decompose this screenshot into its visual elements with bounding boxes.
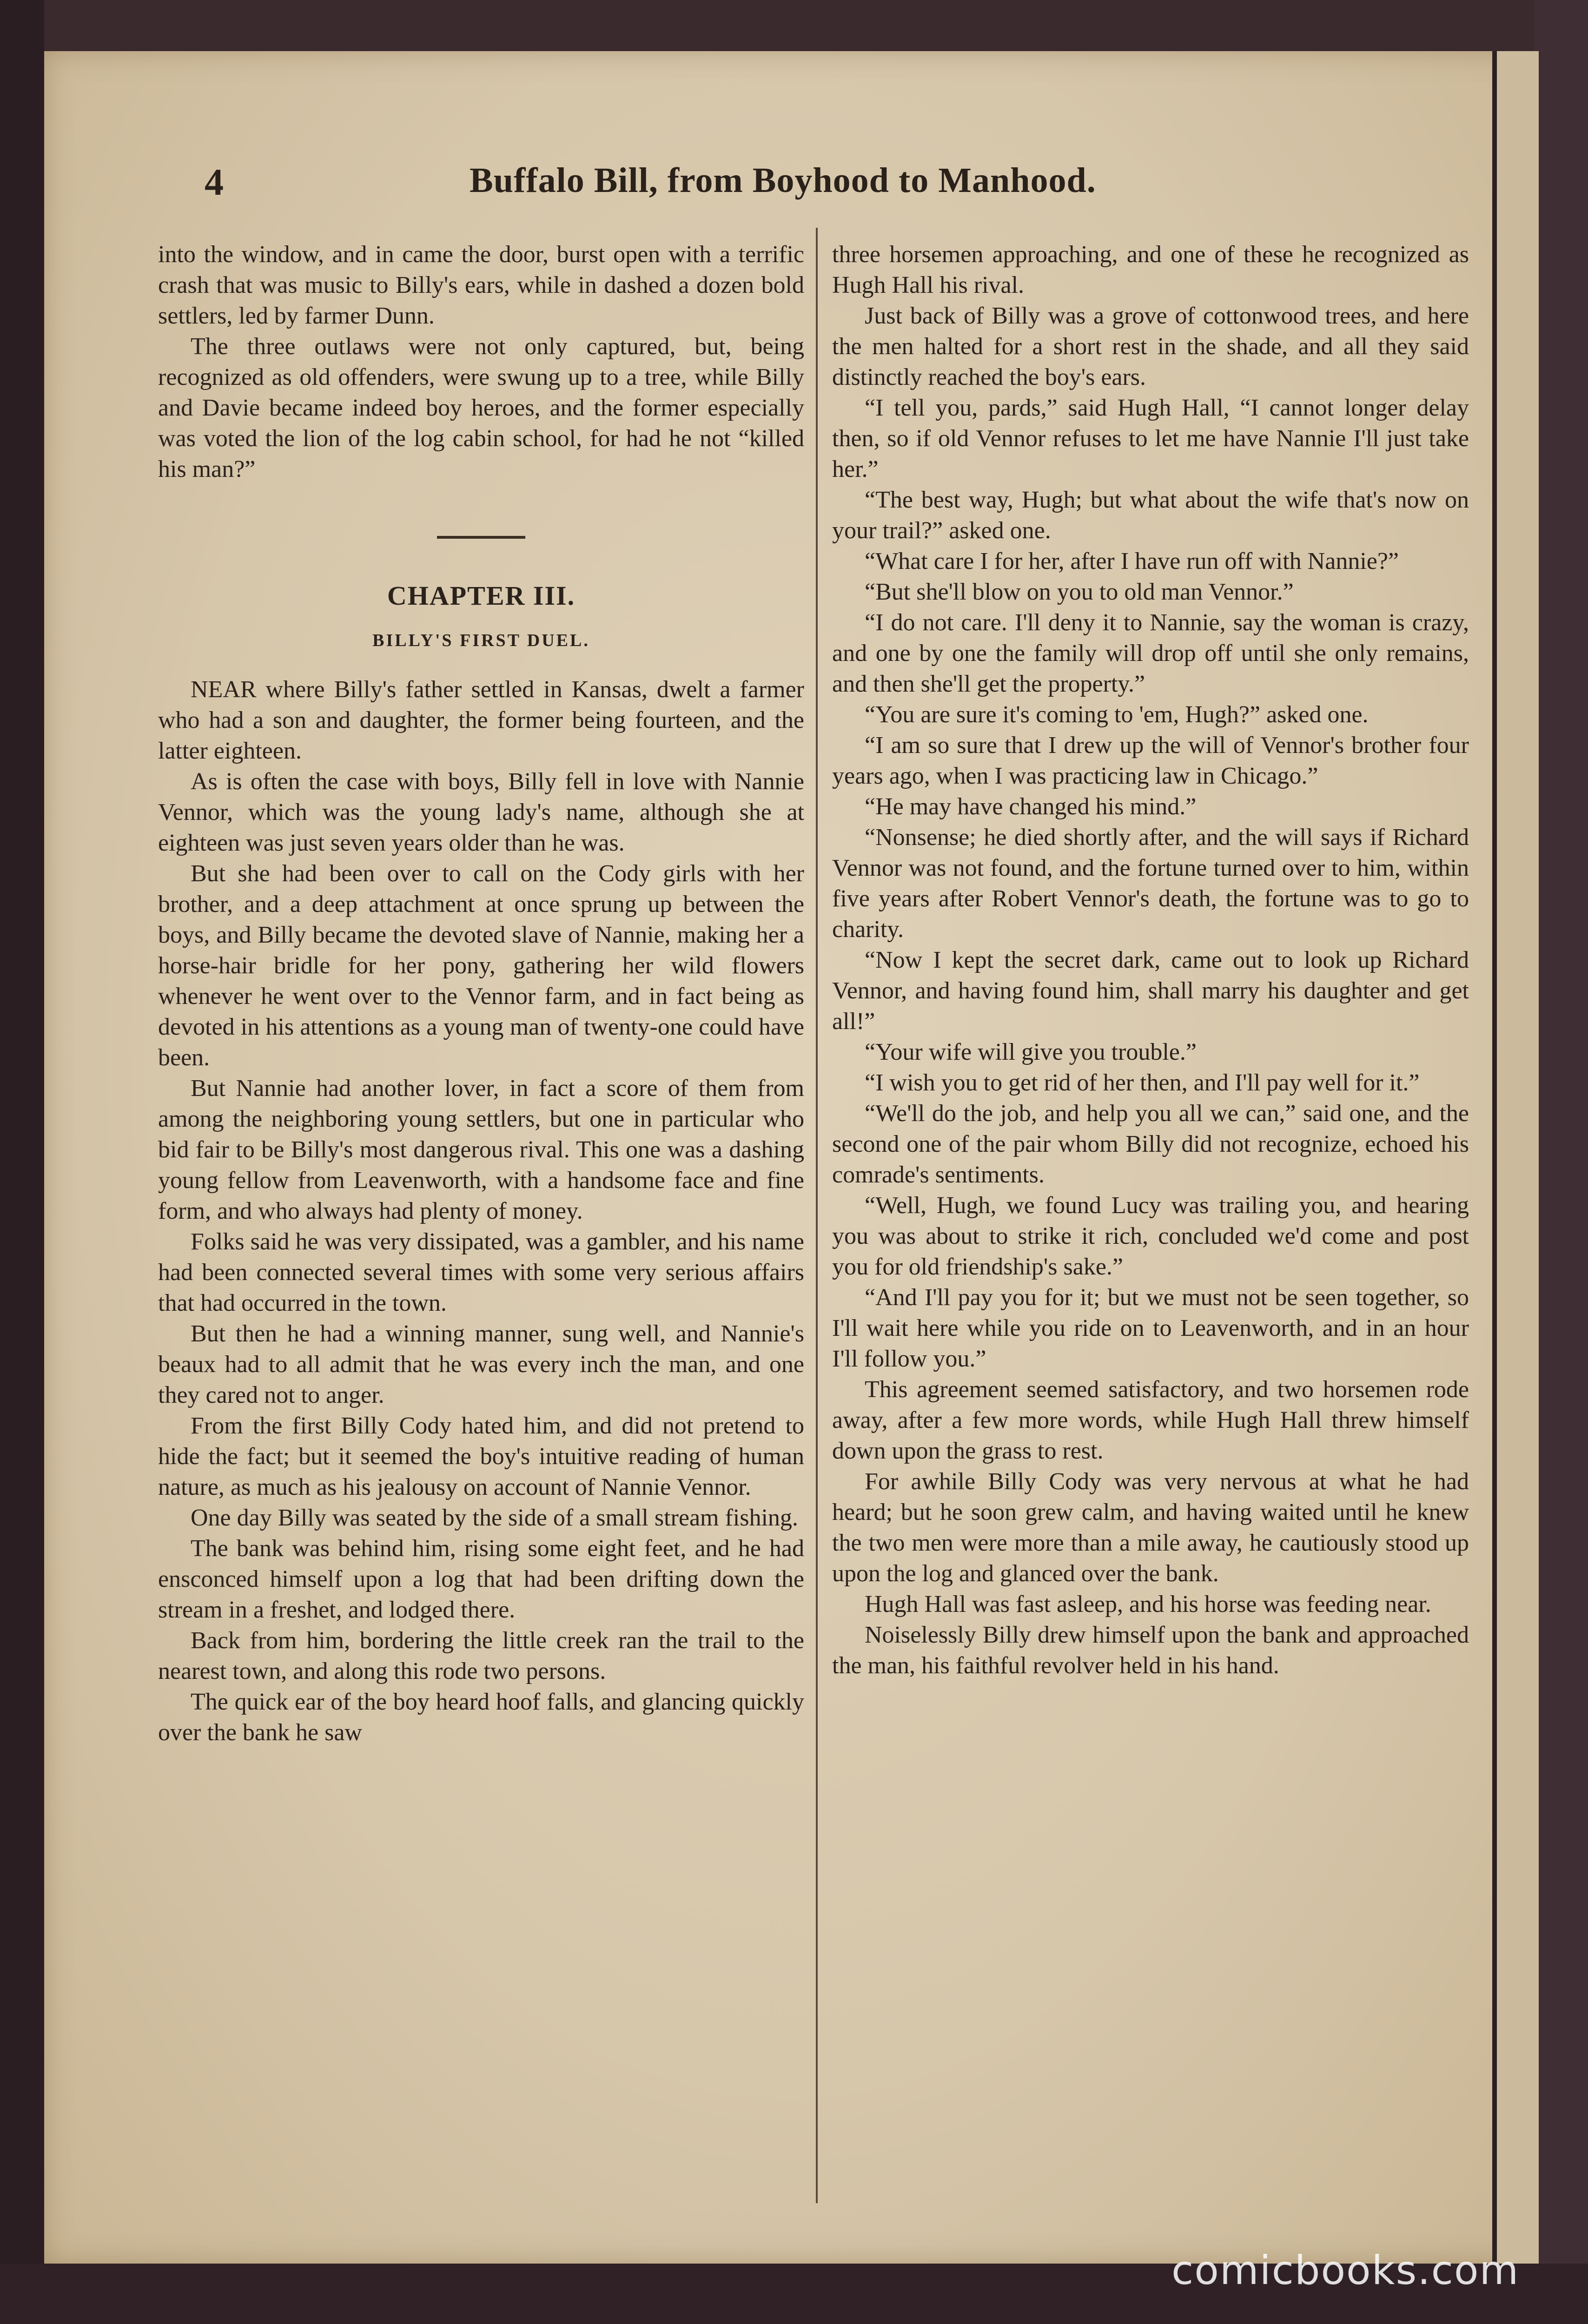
paragraph: As is often the case with boys, Billy fell in love with Nannie Vennor, which was the young lady's name, although she at eighteen was just seven years older than he was. (158, 768, 804, 856)
mount-left-edge (0, 0, 44, 2324)
adjacent-page-strip (1492, 51, 1539, 2264)
running-title: Buffalo Bill, from Boyhood to Manhood. (470, 161, 1096, 200)
paragraph: “Now I kept the secret dark, came out to look up Richard Vennor, and having found him, shall marry his daughter and get all!” (832, 947, 1469, 1035)
left-column (158, 239, 804, 2219)
running-head (205, 160, 1418, 216)
paragraph: “You are sure it's coming to 'em, Hugh?” asked one. (865, 701, 1369, 728)
chapter-title: CHAPTER III. (387, 581, 576, 611)
paragraph: This agreement seemed satisfactory, and two horsemen rode away, after a few more words, while Hugh Hall threw himself down upon the grass to rest. (832, 1376, 1469, 1464)
paragraph: “I wish you to get rid of her then, and I'll pay well for it.” (865, 1070, 1420, 1096)
paragraph: But Nannie had another lover, in fact a score of them from among the neighboring young settlers, but one in particular who bid fair to be Billy's most dangerous rival. This one was a dashing young fellow from Leavenworth, with a handsome face and fine form, and who always had plenty of money. (158, 1075, 804, 1224)
site-watermark: comicbooks.com (1171, 2247, 1520, 2294)
mount-top-edge (0, 0, 1588, 51)
paragraph: Back from him, bordering the little creek ran the trail to the nearest town, and along this rode two persons. (158, 1627, 804, 1684)
paragraph: “I tell you, pards,” said Hugh Hall, “I cannot longer delay then, so if old Vennor refuses to let me have Nannie I'll just take her.” (832, 395, 1469, 482)
paragraph: The three outlaws were not only captured, but, being recognized as old offenders, were swung up to a tree, while Billy and Davie became indeed boy heroes, and the former especially was voted the lion of the log cabin school, for had he not “killed his man?” (158, 333, 804, 482)
paragraph: “Well, Hugh, we found Lucy was trailing you, and hearing you was about to strike it rich, concluded we'd come and post you for old friendship's sake.” (832, 1192, 1469, 1280)
paragraph: NEAR where Billy's father settled in Kansas, dwelt a farmer who had a son and daughter, the former being fourteen, and the latter eighteen. (158, 676, 804, 764)
paragraph: One day Billy was seated by the side of a small stream fishing. (191, 1505, 798, 1531)
paragraph: “The best way, Hugh; but what about the wife that's now on your trail?” asked one. (832, 487, 1469, 544)
paragraph: Folks said he was very dissipated, was a gambler, and his name had been connected several times with some very serious affairs that had occurred in the town. (158, 1228, 804, 1316)
paragraph: “But she'll blow on you to old man Vennor.” (865, 579, 1294, 605)
paragraph: The quick ear of the boy heard hoof falls, and glancing quickly over the bank he saw (158, 1689, 804, 1746)
paragraph: “I do not care. I'll deny it to Nannie, say the woman is crazy, and one by one the family will drop off until she only remains, and then she'll get the property.” (832, 609, 1469, 697)
paragraph: “And I'll pay you for it; but we must not be seen together, so I'll wait here while you ride on to Leavenworth, and in an hour I'll follow you.” (832, 1284, 1469, 1372)
paragraph: “He may have changed his mind.” (865, 793, 1197, 820)
paragraph: “Nonsense; he died shortly after, and the will says if Richard Vennor was not found, and the fortune turned over to him, within five years after Robert Vennor's death, the fortune was to go to charity. (832, 824, 1469, 943)
paragraph: “We'll do the job, and help you all we can,” said one, and the second one of the pair whom Billy did not recognize, echoed his comrade's sentiments. (832, 1100, 1469, 1188)
page-number: 4 (205, 161, 224, 203)
paragraph: “What care I for her, after I have run off with Nannie?” (865, 548, 1399, 574)
chapter-separator-rule (437, 536, 525, 539)
column-divider (816, 228, 818, 2203)
chapter-subtitle: BILLY'S FIRST DUEL. (372, 631, 590, 650)
paragraph: into the window, and in came the door, burst open with a terrific crash that was music to Billy's ears, while in dashed a dozen bold settlers, led by farmer Dunn. (158, 241, 804, 329)
paragraph: three horsemen approaching, and one of these he recognized as Hugh Hall his rival. (832, 241, 1469, 298)
paragraph: Hugh Hall was fast asleep, and his horse was feeding near. (865, 1591, 1431, 1618)
paragraph: “Your wife will give you trouble.” (865, 1039, 1197, 1065)
right-column (832, 239, 1469, 2219)
paragraph: The bank was behind him, rising some eight feet, and he had ensconced himself upon a log that had been drifting down the stream in a freshet, and lodged there. (158, 1535, 804, 1623)
paragraph: But then he had a winning manner, sung well, and Nannie's beaux had to all admit that he was every inch the man, and one they cared not to anger. (158, 1320, 804, 1408)
paragraph: For awhile Billy Cody was very nervous at what he had heard; but he soon grew calm, and having waited until he knew the two men were more than a mile away, he cautiously stood up upon the log and glanced over the bank. (832, 1468, 1469, 1587)
paragraph: But she had been over to call on the Cody girls with her brother, and a deep attachment at once sprung up between the boys, and Billy became the devoted slave of Nannie, making her a horse-hair bridle for her pony, gathering her wild flowers whenever he went over to the Vennor farm, and in fact being as devoted in his attentions as a young man of twenty-one could have been. (158, 860, 804, 1071)
paragraph: Noiselessly Billy drew himself upon the bank and approached the man, his faithful revolver held in his hand. (832, 1622, 1469, 1679)
paragraph: From the first Billy Cody hated him, and did not pretend to hide the fact; but it seemed the boy's intuitive reading of human nature, as much as his jealousy on account of Nannie Vennor. (158, 1413, 804, 1500)
paragraph: Just back of Billy was a grove of cottonwood trees, and here the men halted for a short rest in the shade, and all they said distinctly reached the boy's ears. (832, 303, 1469, 390)
mount-right-edge (1534, 0, 1588, 2324)
paragraph: “I am so sure that I drew up the will of Vennor's brother four years ago, when I was practicing law in Chicago.” (832, 732, 1469, 789)
